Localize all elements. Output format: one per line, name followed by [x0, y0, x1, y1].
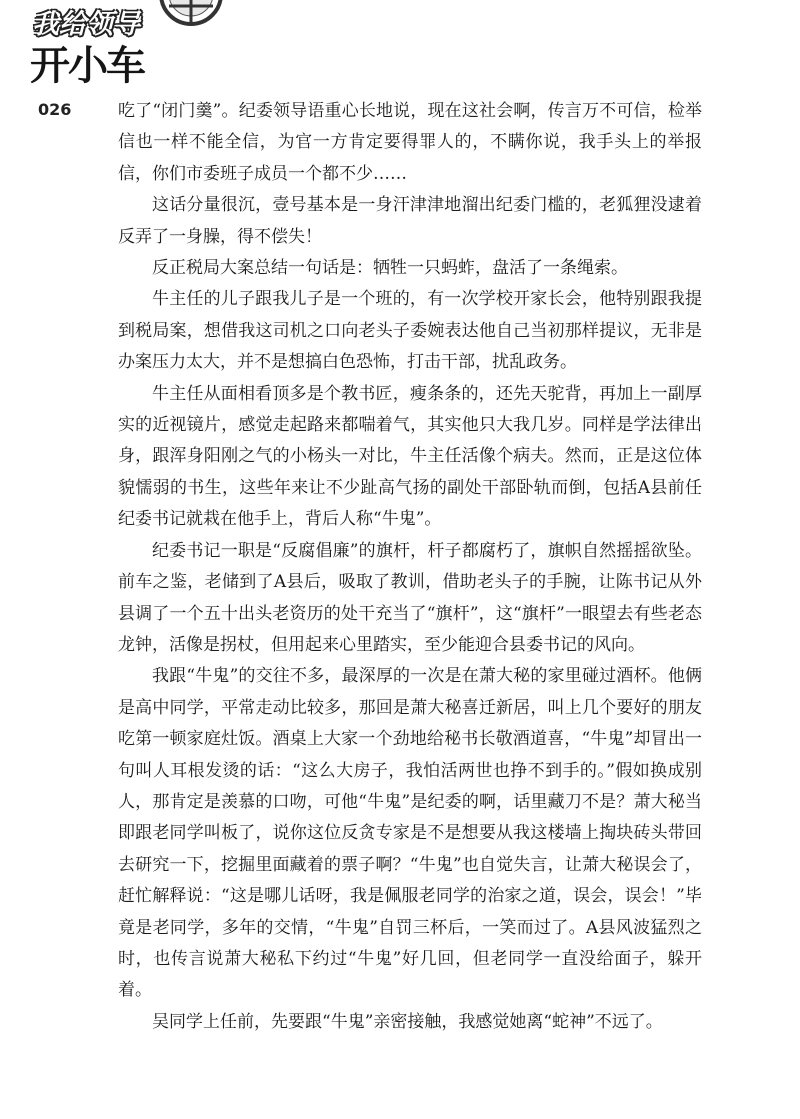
page-number: 026	[38, 100, 72, 119]
logo-line-2: 开小车	[30, 43, 144, 89]
paragraph: 牛主任的儿子跟我儿子是一个班的，有一次学校开家长会，他特别跟我提到税局案，想借我这司机之口向老头子委婉表达他自己当初那样提议，无非是办案压力太大，并不是想搞白色恐怖，打击干部，扰乱政务。	[118, 289, 702, 373]
logo-line-1: 我给领导	[32, 9, 140, 40]
steering-wheel-icon	[156, 0, 226, 30]
paragraph: 我跟“牛鬼”的交往不多，最深厚的一次是在萧大秘的家里碰过酒杯。他俩是高中同学，平常走动比较多，那回是萧大秘喜迁新居，叫上几个要好的朋友吃第一顿家庭灶饭。酒桌上大家一个劲地给秘书长敬酒道喜，“牛鬼”却冒出一句叫人耳根发烫的话：“这么大房子，我怕活两世也挣不到手的。”假如换成别人，那肯定是羡慕的口吻，可他“牛鬼”是纪委的啊，话里藏刀不是？萧大秘当即跟老同学叫板了，说你这位反贪专家是不是想要从我这楼墙上掏块砖头带回去研究一下，挖掘里面藏着的票子啊？“牛鬼”也自觉失言，让萧大秘误会了，赶忙解释说：“这是哪儿话呀，我是佩服老同学的治家之道，误会，误会！”毕竟是老同学，多年的交情，“牛鬼”自罚三杯后，一笑而过了。A县风波猛烈之时，也传言说萧大秘私下约过“牛鬼”好几回，但老同学一直没给面子，躲开着。	[118, 666, 702, 1001]
body-text	[118, 96, 702, 1038]
paragraph: 这话分量很沉，壹号基本是一身汗津津地溜出纪委门槛的，老狐狸没逮着反弄了一身臊，得不偿失！	[118, 195, 702, 247]
paragraph: 牛主任从面相看顶多是个教书匠，瘦条条的，还先天驼背，再加上一副厚实的近视镜片，感觉走起路来都喘着气，其实他只大我几岁。同样是学法律出身，跟浑身阳刚之气的小杨头一对比，牛主任活像个病夫。然而，正是这位体貌懦弱的书生，这些年来让不少趾高气扬的副处干部卧轨而倒，包括A县前任纪委书记就栽在他手上，背后人称“牛鬼”。	[118, 383, 702, 530]
paragraph: 吴同学上任前，先要跟“牛鬼”亲密接触，我感觉她离“蛇神”不远了。	[152, 1011, 663, 1032]
book-series-logo	[28, 0, 218, 89]
paragraph: 纪委书记一职是“反腐倡廉”的旗杆，杆子都腐朽了，旗帜自然摇摇欲坠。前车之鉴，老储到了A县后，吸取了教训，借助老头子的手腕，让陈书记从外县调了一个五十出头老资历的处干充当了“旗杆”，这“旗杆”一眼望去有些老态龙钟，活像是拐杖，但用起来心里踏实，至少能迎合县委书记的风向。	[118, 540, 702, 655]
paragraph: 吃了“闭门羹”。纪委领导语重心长地说，现在这社会啊，传言万不可信，检举信也一样不能全信，为官一方肯定要得罪人的，不瞒你说，我手头上的举报信，你们市委班子成员一个都不少……	[118, 101, 702, 184]
paragraph: 反正税局大案总结一句话是：牺牲一只蚂蚱，盘活了一条绳索。	[152, 258, 628, 279]
